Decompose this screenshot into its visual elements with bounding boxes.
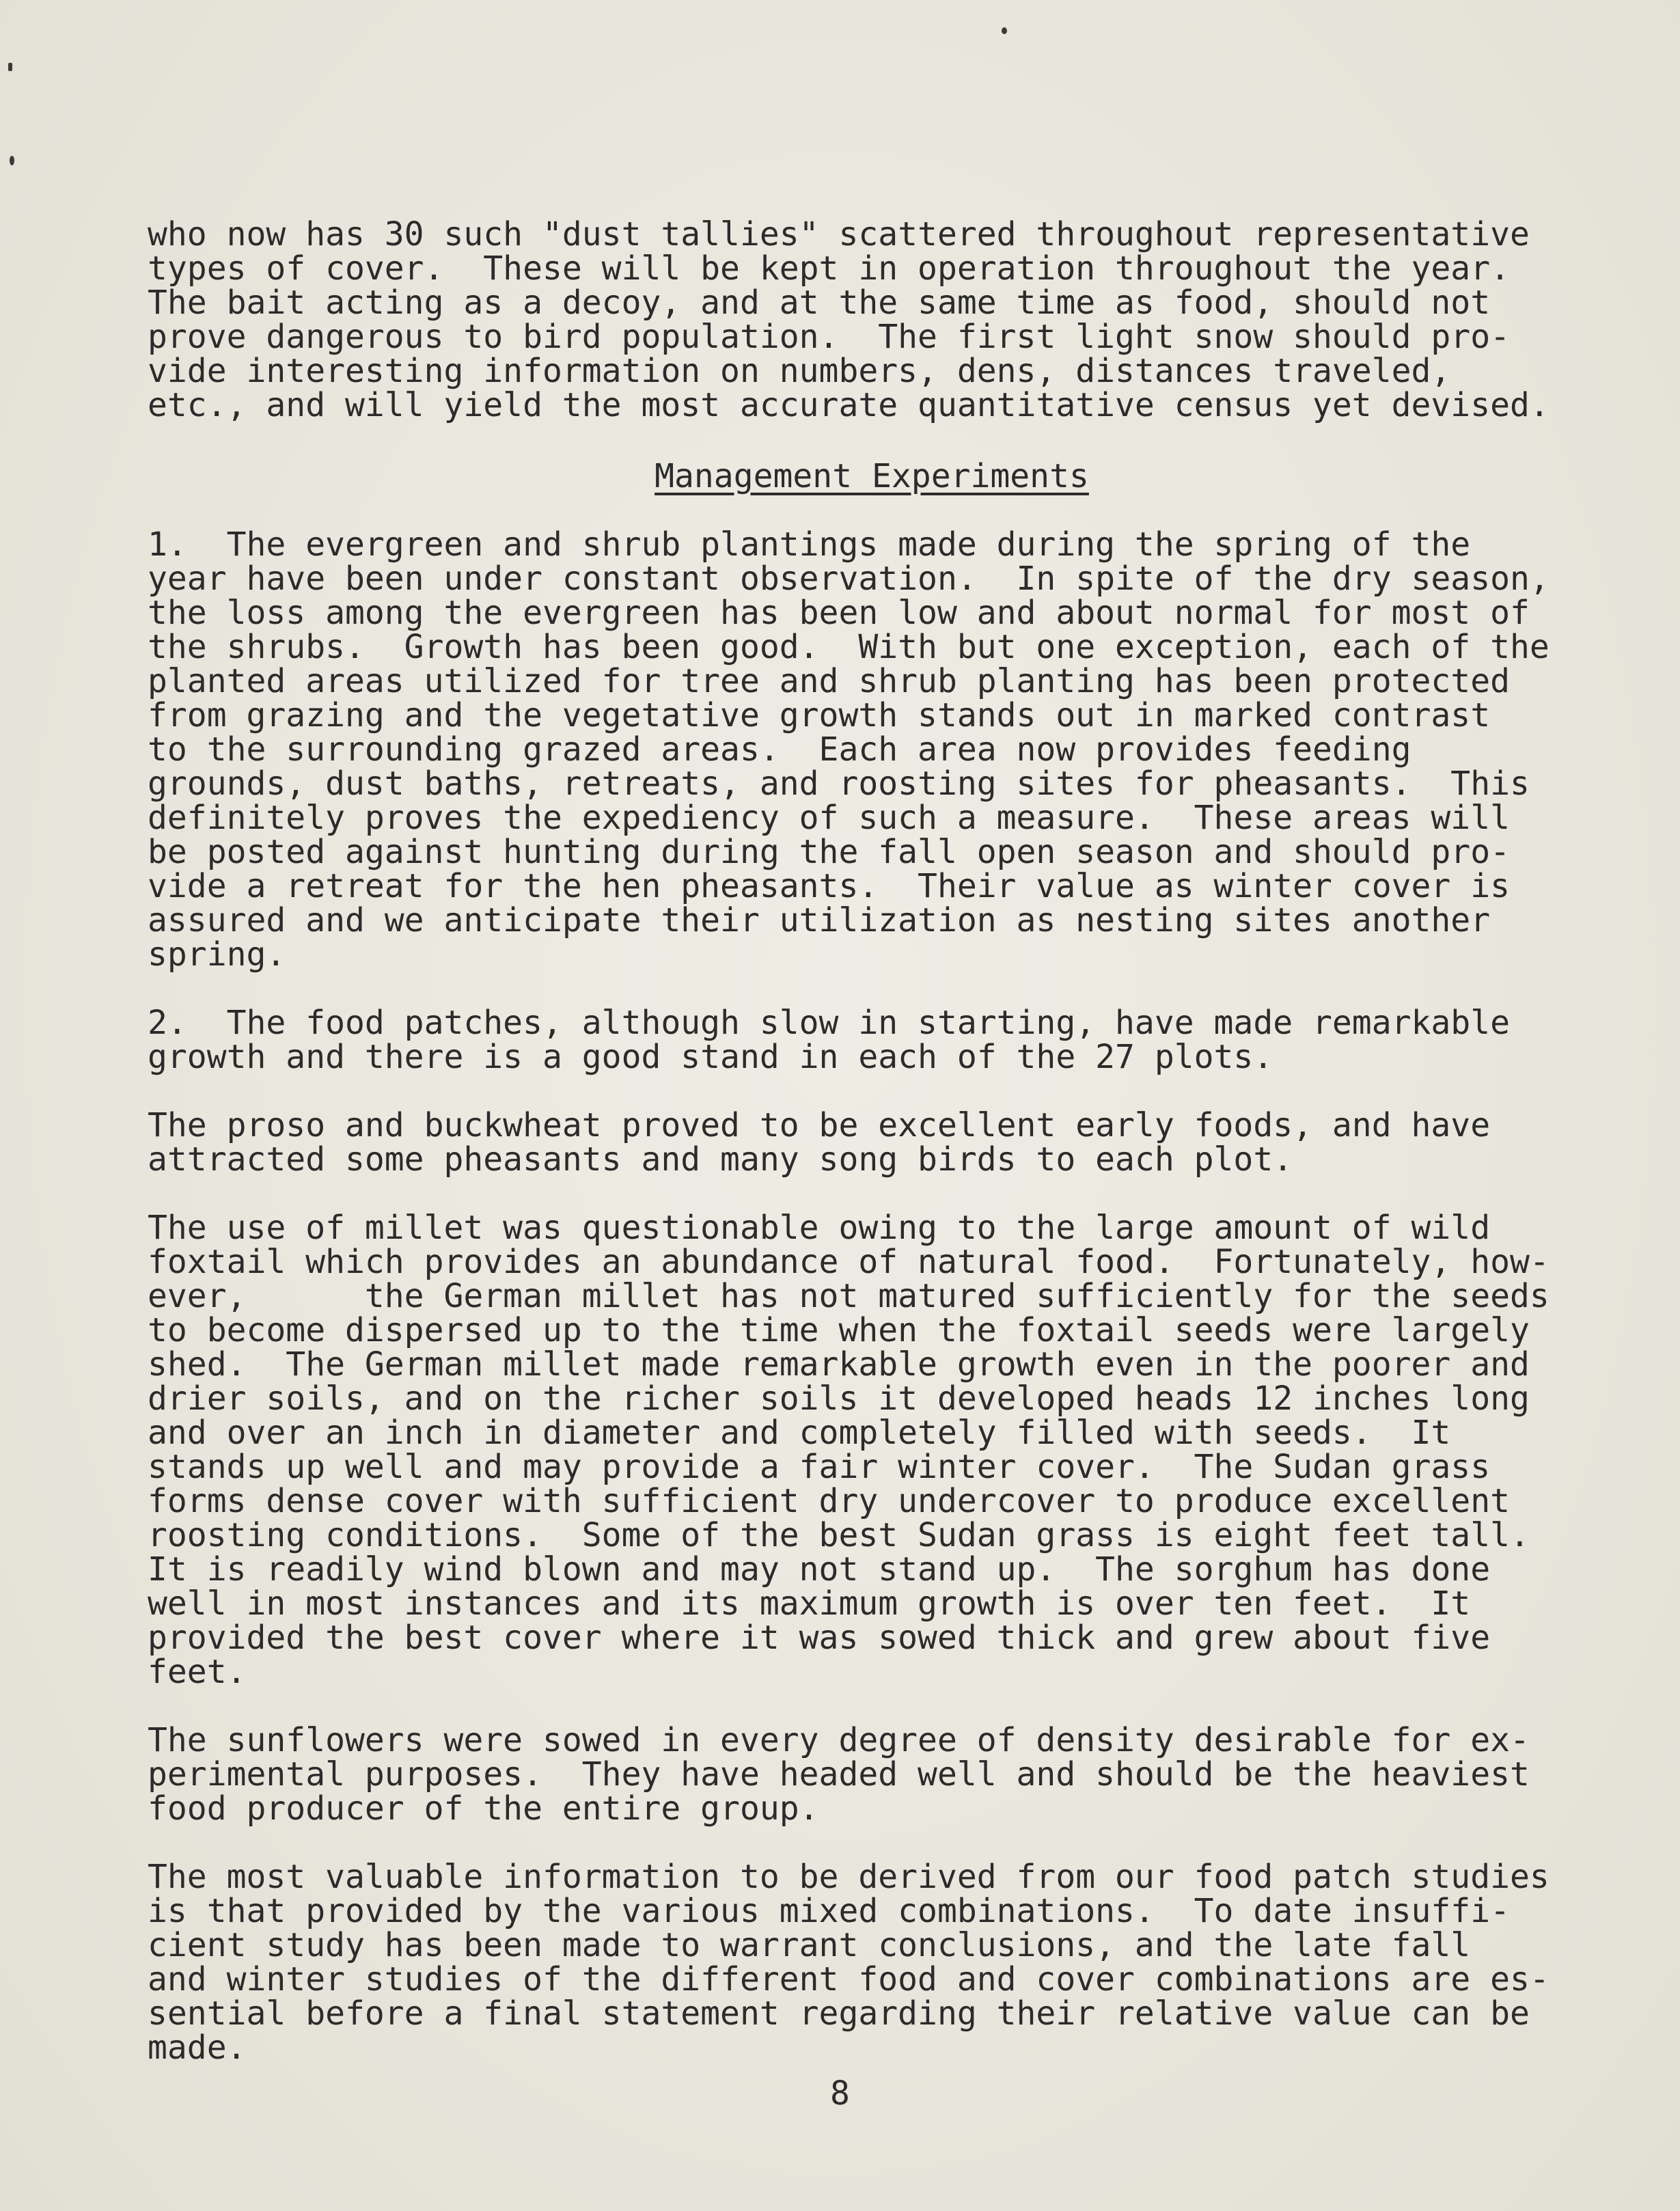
text-line: who now has 30 such "dust tallies" scattered throughout representative <box>148 215 1530 253</box>
text-line: attracted some pheasants and many song birds to each plot. <box>148 1140 1293 1179</box>
paragraph-gap <box>148 1074 1596 1108</box>
text-line: assured and we anticipate their utilization as nesting sites another <box>148 901 1491 939</box>
page-number: 8 <box>830 2074 850 2113</box>
paragraph-millet <box>148 1211 1596 1689</box>
text-line: drier soils, and on the richer soils it developed heads 12 inches long <box>148 1379 1530 1418</box>
text-line: roosting conditions. Some of the best Sudan grass is eight feet tall. <box>148 1516 1530 1554</box>
text-line: feet. <box>148 1653 247 1691</box>
text-line: food producer of the entire group. <box>148 1789 819 1828</box>
text-line: ever, the German millet has not matured sufficiently for the seeds <box>148 1277 1550 1315</box>
text-line: sential before a final statement regarding their relative value can be <box>148 1994 1530 2033</box>
paragraph-gap <box>148 1689 1596 1723</box>
text-line: made. <box>148 2029 247 2067</box>
paragraph-gap <box>148 1177 1596 1211</box>
text-line: well in most instances and its maximum growth is over ten feet. It <box>148 1584 1471 1623</box>
text-line: and winter studies of the different food and cover combinations are es- <box>148 1960 1550 1999</box>
text-line: cient study has been made to warrant conclusions, and the late fall <box>148 1926 1471 1964</box>
paragraph-proso <box>148 1108 1596 1177</box>
text-line: and over an inch in diameter and completely filled with seeds. It <box>148 1414 1451 1452</box>
text-line: is that provided by the various mixed combinations. To date insuffi- <box>148 1892 1510 1930</box>
paragraph-gap <box>148 422 1596 456</box>
text-line: to become dispersed up to the time when the foxtail seeds were largely <box>148 1311 1530 1349</box>
paragraph-sunflowers <box>148 1723 1596 1826</box>
text-line: The proso and buckwheat proved to be excellent early foods, and have <box>148 1106 1491 1144</box>
text-line: forms dense cover with sufficient dry undercover to produce excellent <box>148 1482 1510 1520</box>
text-line: stands up well and may provide a fair winter cover. The Sudan grass <box>148 1448 1491 1486</box>
ink-speck <box>1002 27 1007 34</box>
text-line: The use of millet was questionable owing to the large amount of wild <box>148 1209 1491 1247</box>
paragraph-gap <box>148 1826 1596 1860</box>
paragraph-intro <box>148 217 1596 422</box>
text-line: foxtail which provides an abundance of natural food. Fortunately, how- <box>148 1243 1550 1281</box>
text-line: year have been under constant observation. In spite of the dry season, <box>148 560 1550 598</box>
text-line: vide a retreat for the hen pheasants. Their value as winter cover is <box>148 867 1510 905</box>
section-heading: Management Experiments <box>655 457 1089 495</box>
paragraph-gap <box>148 972 1596 1006</box>
text-line: planted areas utilized for tree and shrub planting has been protected <box>148 662 1510 700</box>
text-line: etc., and will yield the most accurate quantitative census yet devised. <box>148 386 1550 424</box>
ink-speck <box>10 156 14 165</box>
text-line: spring. <box>148 935 286 974</box>
text-line: provided the best cover where it was sowed thick and grew about five <box>148 1619 1491 1657</box>
text-line: perimental purposes. They have headed well and should be the heaviest <box>148 1755 1530 1794</box>
text-line: the shrubs. Growth has been good. With but one exception, each of the <box>148 628 1550 666</box>
text-line: vide interesting information on numbers, dens, distances traveled, <box>148 352 1451 390</box>
text-line: be posted against hunting during the fall open season and should pro- <box>148 833 1510 871</box>
section-heading-row <box>148 459 1596 493</box>
text-line: 2. The food patches, although slow in starting, have made remarkable <box>148 1004 1510 1042</box>
paragraph-valuable <box>148 1860 1596 2065</box>
text-line: 1. The evergreen and shrub plantings made during the spring of the <box>148 525 1471 564</box>
paragraph-gap <box>148 493 1596 527</box>
paragraph-1 <box>148 527 1596 972</box>
typed-text-body <box>148 217 1596 2065</box>
text-line: prove dangerous to bird population. The first light snow should pro- <box>148 318 1510 356</box>
text-line: The most valuable information to be derived from our food patch studies <box>148 1858 1550 1896</box>
text-line: The bait acting as a decoy, and at the same time as food, should not <box>148 284 1491 322</box>
text-line: The sunflowers were sowed in every degree of density desirable for ex- <box>148 1721 1530 1759</box>
text-line: from grazing and the vegetative growth stands out in marked contrast <box>148 696 1491 734</box>
text-line: shed. The German millet made remarkable growth even in the poorer and <box>148 1345 1530 1384</box>
text-line: grounds, dust baths, retreats, and roosting sites for pheasants. This <box>148 765 1530 803</box>
text-line: types of cover. These will be kept in operation throughout the year. <box>148 249 1510 288</box>
text-line: growth and there is a good stand in each of the 27 plots. <box>148 1038 1273 1076</box>
paragraph-2 <box>148 1006 1596 1074</box>
ink-speck <box>8 63 12 71</box>
text-line: the loss among the evergreen has been low and about normal for most of <box>148 594 1530 632</box>
text-line: to the surrounding grazed areas. Each area now provides feeding <box>148 730 1412 769</box>
text-line: definitely proves the expediency of such a measure. These areas will <box>148 799 1510 837</box>
text-line: It is readily wind blown and may not stand up. The sorghum has done <box>148 1550 1491 1589</box>
